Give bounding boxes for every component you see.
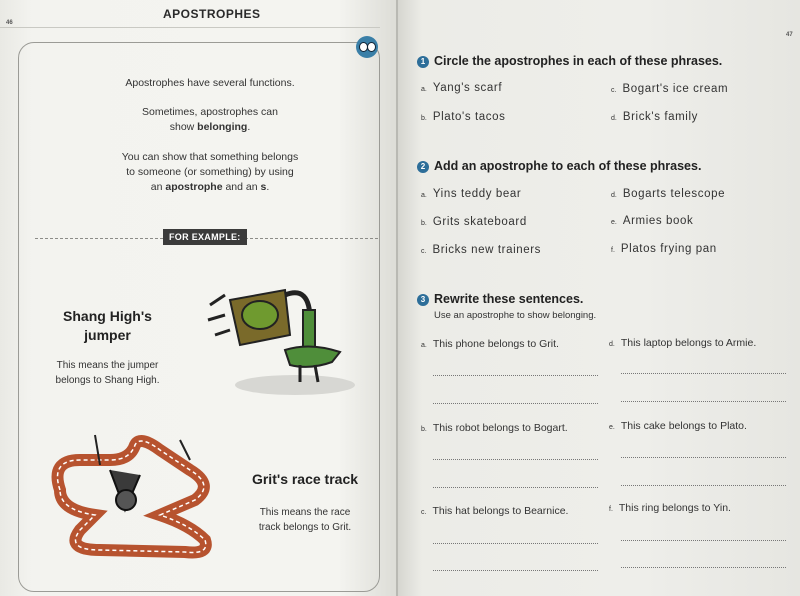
q2-item-c-letter: c. <box>421 248 427 255</box>
q3-item-f-text: This ring belongs to Yin. <box>618 502 731 514</box>
q2-item-b-letter: b. <box>421 220 427 227</box>
how-to-text <box>80 150 340 195</box>
intro-text: Apostrophes have several functions. <box>125 77 295 89</box>
example2-desc <box>240 505 370 535</box>
example1-desc-line2: belongs to Shang High. <box>55 375 160 386</box>
q1-item-a-text: Yang's scarf <box>432 82 503 94</box>
answer-line-e1[interactable] <box>621 457 786 458</box>
header-rule <box>0 27 380 28</box>
how-to-line1: You can show that something belongs <box>121 151 299 163</box>
q2-title-text: Add an apostrophe to each of these phrases. <box>434 159 702 173</box>
q3-item-a <box>421 338 559 350</box>
example1-title-line1: Shang High's <box>63 308 152 324</box>
q2-item-f-text: Platos frying pan <box>620 243 717 255</box>
answer-line-c2[interactable] <box>433 570 598 571</box>
q1-item-c-text: Bogart's ice cream <box>622 83 729 95</box>
answer-line-f2[interactable] <box>621 567 786 568</box>
how-to-line3-mid: and an <box>222 181 261 193</box>
answer-line-c1[interactable] <box>433 543 598 544</box>
answer-line-b2[interactable] <box>433 487 598 488</box>
q2-item-e[interactable] <box>611 215 693 227</box>
how-to-line3-suffix: . <box>266 181 270 193</box>
q3-number: 3 <box>417 294 429 306</box>
q2-item-b[interactable] <box>421 216 527 228</box>
example2-desc-line1: This means the race <box>259 507 351 518</box>
example1-desc <box>40 358 175 388</box>
q3-item-b-letter: b. <box>421 426 427 433</box>
right-page-number: 47 <box>786 32 793 38</box>
right-page <box>398 0 800 596</box>
s-bold: s <box>260 181 267 193</box>
page-title: APOSTROPHES <box>163 7 261 21</box>
q3-item-d-letter: d. <box>609 341 615 348</box>
q1-item-a-letter: a. <box>421 86 427 93</box>
q3-item-d-text: This laptop belongs to Armie. <box>620 337 757 349</box>
q2-item-a[interactable] <box>421 188 521 200</box>
example1-title <box>40 307 175 345</box>
grit-race-track-illustration <box>40 430 220 560</box>
q2-item-a-letter: a. <box>421 192 427 199</box>
q1-item-c-letter: c. <box>611 87 617 94</box>
q1-item-b[interactable] <box>421 111 505 123</box>
q3-item-e-text: This cake belongs to Plato. <box>620 420 747 432</box>
answer-line-f1[interactable] <box>621 540 786 541</box>
q1-item-a[interactable] <box>421 82 502 94</box>
answer-line-e2[interactable] <box>621 485 786 486</box>
q3-item-c <box>421 505 568 517</box>
shang-high-jumper-illustration <box>190 280 370 400</box>
q2-item-c-text: Bricks new trainers <box>432 244 541 256</box>
belonging-bold: belonging <box>197 121 248 133</box>
q3-item-d <box>609 337 756 349</box>
q3-item-a-text: This phone belongs to Grit. <box>432 338 559 350</box>
apostrophe-bold: apostrophe <box>165 181 223 193</box>
left-page <box>0 0 398 596</box>
q1-title-text: Circle the apostrophes in each of these phrases. <box>434 54 723 68</box>
example1-title-line2: jumper <box>84 327 131 343</box>
example1-desc-line1: This means the jumper <box>56 360 159 371</box>
belonging-line2-prefix: show <box>169 121 198 133</box>
q2-item-d[interactable] <box>611 188 725 200</box>
q2-item-b-text: Grits skateboard <box>432 216 527 228</box>
q2-item-d-letter: d. <box>611 192 617 199</box>
example-tag: FOR EXAMPLE: <box>163 229 247 245</box>
answer-line-d1[interactable] <box>621 373 786 374</box>
how-to-line2: to someone (or something) by using <box>126 166 294 178</box>
q1-number: 1 <box>417 56 429 68</box>
q3-item-b-text: This robot belongs to Bogart. <box>432 422 568 434</box>
q2-item-e-text: Armies book <box>622 215 694 227</box>
q1-title <box>417 54 722 68</box>
q2-number: 2 <box>417 161 429 173</box>
answer-line-a1[interactable] <box>433 375 598 376</box>
q2-item-f-letter: f. <box>611 247 615 254</box>
q3-item-e-letter: e. <box>609 424 615 431</box>
q1-item-d[interactable] <box>611 111 698 123</box>
q2-item-c[interactable] <box>421 244 541 256</box>
q2-title <box>417 159 701 173</box>
owl-icon <box>356 36 378 58</box>
q3-title <box>417 292 583 306</box>
answer-line-a2[interactable] <box>433 403 598 404</box>
q2-item-f[interactable] <box>611 243 717 255</box>
belonging-text <box>90 105 330 135</box>
q3-item-f <box>609 502 731 514</box>
q3-item-c-text: This hat belongs to Bearnice. <box>432 505 569 517</box>
q2-item-e-letter: e. <box>611 219 617 226</box>
q1-item-b-text: Plato's tacos <box>432 111 506 123</box>
q3-subtitle: Use an apostrophe to show belonging. <box>434 310 597 321</box>
q2-item-a-text: Yins teddy bear <box>432 188 522 200</box>
q3-title-text: Rewrite these sentences. <box>434 292 584 306</box>
belonging-line1: Sometimes, apostrophes can <box>142 106 278 118</box>
answer-line-d2[interactable] <box>621 401 786 402</box>
q3-item-a-letter: a. <box>421 342 427 349</box>
q2-item-d-text: Bogarts telescope <box>622 188 726 200</box>
belonging-suffix: . <box>247 121 251 133</box>
q1-item-b-letter: b. <box>421 115 427 122</box>
answer-line-b1[interactable] <box>433 459 598 460</box>
q1-item-d-text: Brick's family <box>622 111 698 123</box>
q3-item-c-letter: c. <box>421 509 427 516</box>
example2-title: Grit's race track <box>251 471 359 487</box>
left-page-number: 46 <box>6 20 13 26</box>
how-to-line3-prefix: an <box>150 181 166 193</box>
q3-item-e <box>609 420 747 432</box>
q3-item-f-letter: f. <box>609 506 613 513</box>
q1-item-d-letter: d. <box>611 115 617 122</box>
example2-desc-line2: track belongs to Grit. <box>258 522 352 533</box>
q3-item-b <box>421 422 568 434</box>
q1-item-c[interactable] <box>611 83 728 95</box>
